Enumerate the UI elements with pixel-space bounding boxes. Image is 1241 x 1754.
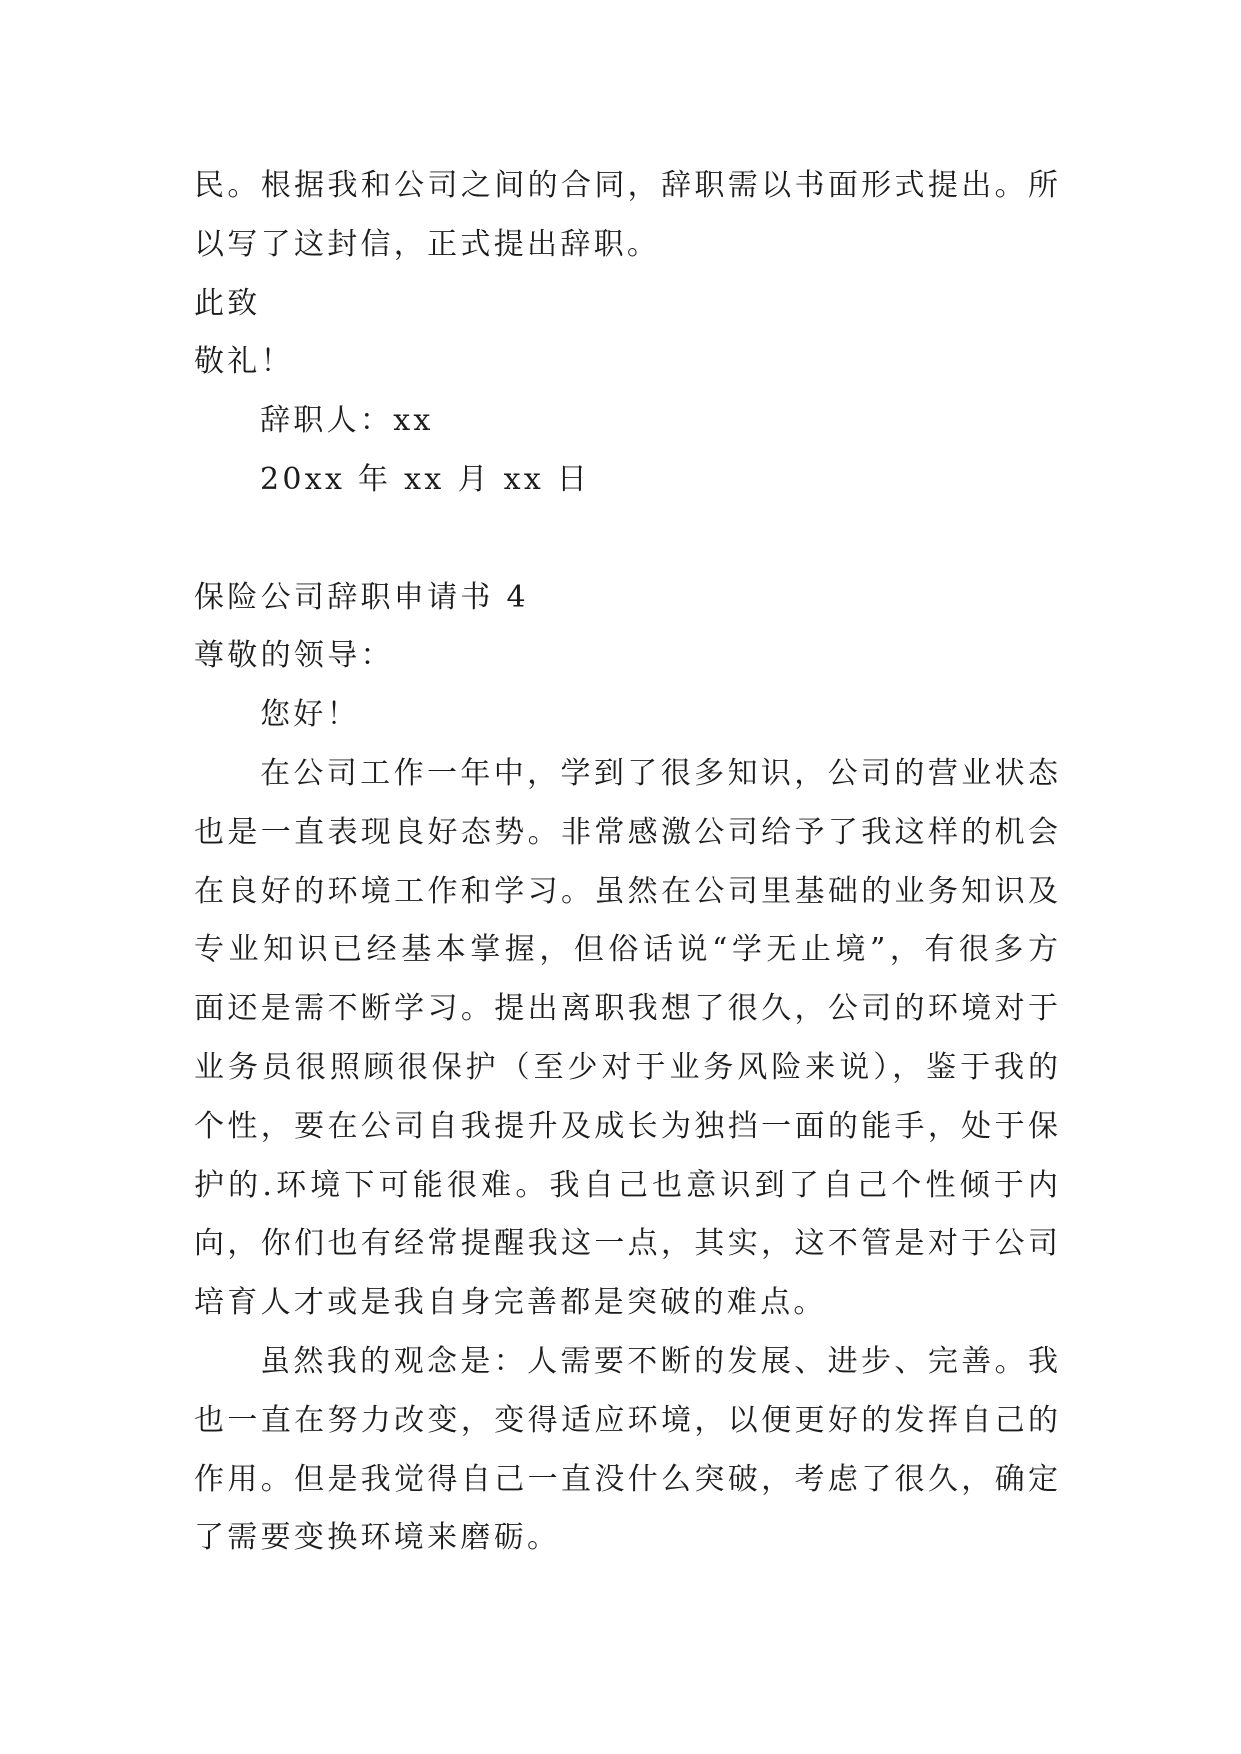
paragraph-line: 个性，要在公司自我提升及成长为独挡一面的能手，处于保 <box>194 1108 1060 1144</box>
paragraph-line: 了需要变换环境来磨砺。 <box>194 1520 561 1556</box>
paragraph-line: 培育人才或是我自身完善都是突破的难点。 <box>194 1285 827 1321</box>
paragraph-line: 护的.环境下可能很难。我自己也意识到了自己个性倾于内 <box>194 1167 1060 1203</box>
blank-line <box>194 510 1060 569</box>
date-line: 20xx 年 xx 月 xx 日 <box>260 461 591 497</box>
paragraph-line: 专业知识已经基本掌握，但俗话说“学无止境”，有很多方 <box>194 932 1060 968</box>
greeting-line: 您好！ <box>260 697 360 733</box>
letter-title: 保险公司辞职申请书 4 <box>194 579 529 615</box>
paragraph-line: 业务员很照顾很保护（至少对于业务风险来说），鉴于我的 <box>194 1049 1060 1085</box>
paragraph-line: 向，你们也有经常提醒我这一点，其实，这不管是对于公司 <box>194 1226 1060 1262</box>
paragraph-line: 面还是需不断学习。提出离职我想了很久，公司的环境对于 <box>194 991 1060 1027</box>
salutation-line: 尊敬的领导： <box>194 638 394 674</box>
body-line: 以写了这封信，正式提出辞职。 <box>194 226 661 262</box>
paragraph-line: 也一直在努力改变，变得适应环境，以便更好的发挥自己的 <box>194 1402 1060 1438</box>
paragraph <box>194 745 1060 1333</box>
body-line: 民。根据我和公司之间的合同，辞职需以书面形式提出。所 <box>194 168 1060 203</box>
paragraph-line: 在公司工作一年中，学到了很多知识，公司的营业状态 <box>260 755 1060 791</box>
paragraph-line: 在良好的环境工作和学习。虽然在公司里基础的业务知识及 <box>194 873 1060 909</box>
paragraph-line: 虽然我的观念是：人需要不断的发展、进步、完善。我 <box>260 1343 1060 1379</box>
letter-4 <box>194 569 1060 1569</box>
closing-line: 敬礼！ <box>194 344 294 380</box>
previous-letter-ending <box>194 157 1060 510</box>
signature-line: 辞职人：xx <box>260 403 434 439</box>
closing-line: 此致 <box>194 285 261 321</box>
paragraph-line: 作用。但是我觉得自己一直没什么突破，考虑了很久，确定 <box>194 1461 1060 1497</box>
paragraph <box>194 1333 1060 1568</box>
document-page <box>194 157 1060 1568</box>
paragraph-line: 也是一直表现良好态势。非常感激公司给予了我这样的机会 <box>194 814 1060 850</box>
